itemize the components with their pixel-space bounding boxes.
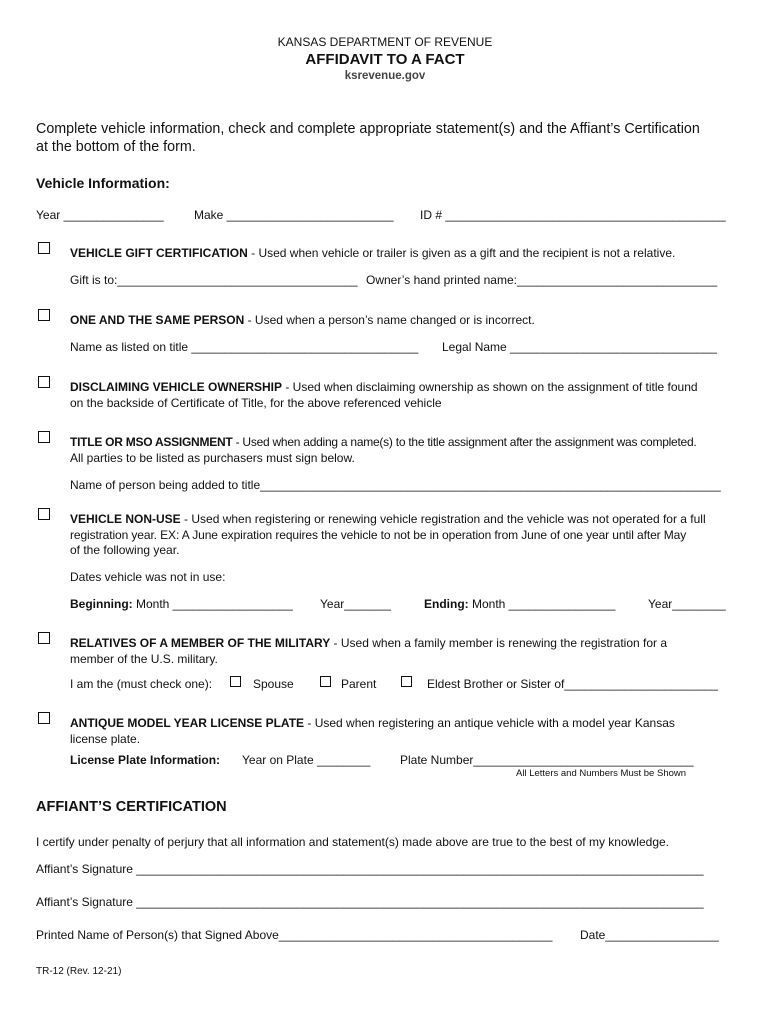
disclaim-title: DISCLAIMING VEHICLE OWNERSHIP — [70, 380, 283, 394]
same-person-statement — [70, 313, 535, 327]
plate-info-label: License Plate Information: — [70, 753, 221, 767]
form-title: AFFIDAVIT TO A FACT — [305, 51, 465, 68]
date-field[interactable]: Date_________________ — [580, 928, 719, 942]
ending-label: Ending: — [424, 597, 469, 611]
non-use-desc-2: registration year. EX: A June expiration requires the vehicle to not be in operation from June of one year until after May — [70, 528, 687, 542]
intro-line-1: Complete vehicle information, check and complete appropriate statement(s) and the Affiant’s Certification — [36, 121, 700, 137]
legal-name-field[interactable]: Legal Name _______________________________ — [442, 340, 717, 354]
non-use-checkbox[interactable] — [38, 508, 50, 520]
website: ksrevenue.gov — [344, 70, 426, 82]
owner-name-field[interactable]: Owner’s hand printed name:______________________________ — [366, 273, 718, 287]
non-use-title: VEHICLE NON-USE — [70, 512, 181, 526]
beginning-month-field[interactable] — [70, 597, 293, 611]
military-desc-2: member of the U.S. military. — [70, 652, 218, 666]
spouse-checkbox[interactable] — [230, 676, 241, 687]
dates-not-in-use-label: Dates vehicle was not in use: — [70, 570, 226, 584]
vehicle-year-field[interactable]: Year _______________ — [36, 208, 164, 222]
same-person-checkbox[interactable] — [38, 309, 50, 321]
vehicle-id-field[interactable]: ID # __________________________________________ — [420, 208, 726, 222]
name-on-title-field[interactable]: Name as listed on title __________________________________ — [70, 340, 419, 354]
disclaim-checkbox[interactable] — [38, 376, 50, 388]
beginning-year-field[interactable]: Year_______ — [320, 597, 391, 611]
gift-title: VEHICLE GIFT CERTIFICATION — [70, 246, 248, 260]
ending-month: Month ________________ — [468, 597, 616, 611]
antique-desc-2: license plate. — [70, 732, 141, 746]
title-mso-desc-2: All parties to be listed as purchasers must sign below. — [70, 451, 355, 465]
parent-checkbox[interactable] — [320, 676, 331, 687]
sibling-field[interactable]: Eldest Brother or Sister of_______________________ — [427, 677, 718, 691]
non-use-desc-1: - Used when registering or renewing vehicle registration and the vehicle was not operated for a full — [180, 512, 706, 526]
military-checkbox[interactable] — [38, 632, 50, 644]
must-check-label: I am the (must check one): — [70, 677, 213, 691]
same-person-desc: - Used when a person’s name changed or is incorrect. — [244, 313, 535, 327]
sibling-checkbox[interactable] — [401, 676, 412, 687]
title-mso-checkbox[interactable] — [38, 431, 50, 443]
gift-desc: - Used when vehicle or trailer is given as a gift and the recipient is not a relative. — [247, 246, 676, 260]
intro-line-2: at the bottom of the form. — [36, 139, 196, 155]
non-use-statement — [70, 512, 706, 526]
disclaim-desc-2: on the backside of Certificate of Title, for the above referenced vehicle — [70, 396, 442, 410]
beginning-month: Month __________________ — [132, 597, 293, 611]
plate-note: All Letters and Numbers Must be Shown — [516, 768, 687, 779]
ending-month-field[interactable] — [424, 597, 615, 611]
affiant-signature-1[interactable]: Affiant’s Signature _____________________________________________________________________________________ — [36, 862, 704, 876]
vehicle-make-field[interactable]: Make _________________________ — [194, 208, 394, 222]
military-desc-1: - Used when a family member is renewing the registration for a — [330, 636, 668, 650]
ending-year-field[interactable]: Year________ — [648, 597, 726, 611]
military-title: RELATIVES OF A MEMBER OF THE MILITARY — [70, 636, 331, 650]
certification-heading: AFFIANT’S CERTIFICATION — [36, 799, 227, 815]
plate-number-field[interactable]: Plate Number_________________________________ — [400, 753, 694, 767]
printed-name-field[interactable]: Printed Name of Person(s) that Signed Above_________________________________________ — [36, 928, 553, 942]
title-mso-title: TITLE OR MSO ASSIGNMENT — [70, 435, 233, 449]
affiant-signature-2[interactable]: Affiant’s Signature _____________________________________________________________________________________ — [36, 895, 704, 909]
gift-checkbox[interactable] — [38, 242, 50, 254]
title-mso-desc-1: - Used when adding a name(s) to the title assignment after the assignment was completed. — [232, 435, 697, 449]
beginning-label: Beginning: — [70, 597, 133, 611]
vehicle-info-heading: Vehicle Information: — [36, 175, 170, 191]
year-on-plate-field[interactable]: Year on Plate ________ — [242, 753, 371, 767]
antique-statement — [70, 716, 675, 730]
antique-checkbox[interactable] — [38, 712, 50, 724]
agency-name: KANSAS DEPARTMENT OF REVENUE — [277, 35, 493, 49]
antique-title: ANTIQUE MODEL YEAR LICENSE PLATE — [70, 716, 305, 730]
same-person-title: ONE AND THE SAME PERSON — [70, 313, 245, 327]
person-added-field[interactable]: Name of person being added to title_____________________________________________________________________ — [70, 478, 721, 492]
disclaim-desc-1: - Used when disclaiming ownership as shown on the assignment of title found — [282, 380, 698, 394]
spouse-label: Spouse — [253, 677, 294, 691]
military-statement — [70, 636, 667, 650]
form-id: TR-12 (Rev. 12-21) — [36, 966, 122, 977]
certification-statement: I certify under penalty of perjury that all information and statement(s) made above are true to the best of my knowledge. — [36, 835, 669, 849]
gift-to-field[interactable]: Gift is to:____________________________________ — [70, 273, 358, 287]
antique-desc-1: - Used when registering an antique vehicle with a model year Kansas — [304, 716, 675, 730]
disclaim-statement — [70, 380, 698, 394]
non-use-desc-3: of the following year. — [70, 543, 180, 557]
gift-statement — [70, 246, 675, 260]
title-mso-statement — [70, 435, 697, 449]
parent-label: Parent — [341, 677, 377, 691]
